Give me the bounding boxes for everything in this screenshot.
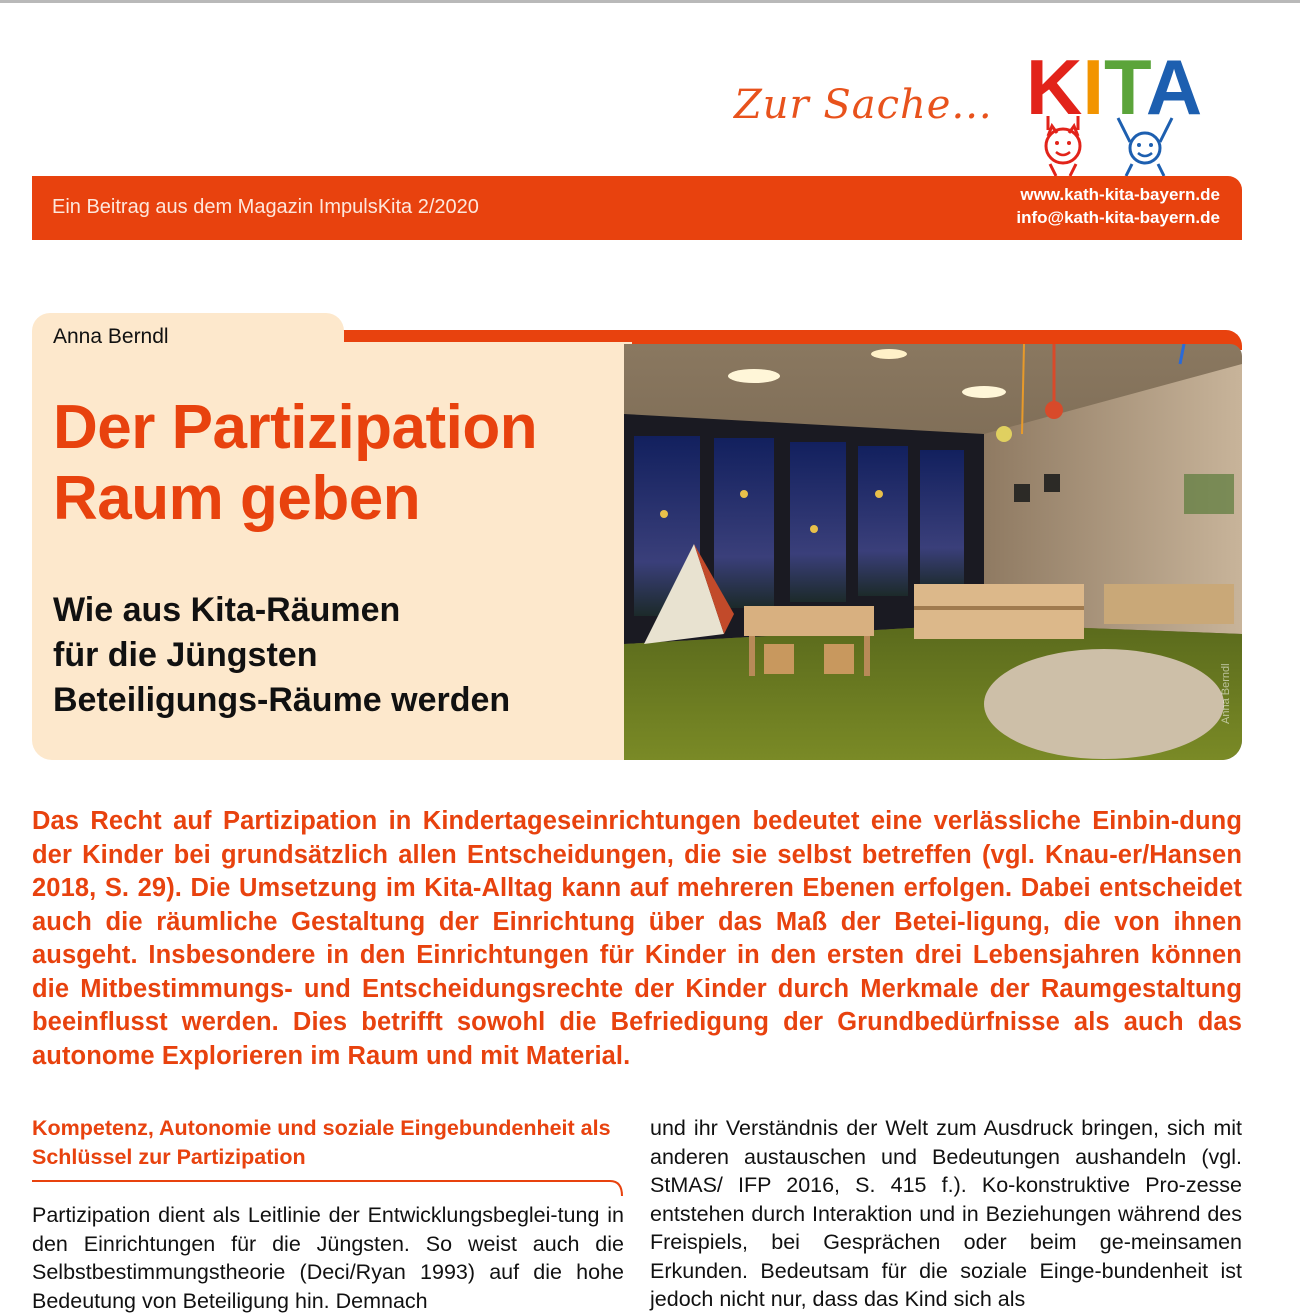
- banner-source-text: Ein Beitrag aus dem Magazin ImpulsKita 2/2020: [52, 196, 479, 218]
- right-column: [650, 1114, 1242, 1314]
- section-heading-rule: [32, 1178, 624, 1200]
- classroom-photo: [624, 344, 1242, 760]
- left-column: [32, 1114, 624, 1313]
- title-line-1: Der Partizipation: [53, 393, 538, 462]
- lead-paragraph: Das Recht auf Partizipation in Kindertageseinrichtungen bedeutet eine verlässliche Einbin-dung der Kinder bei grundsätzlich allen Entscheidungen, die sie selbst betreffen (vgl. Knau-er/Hansen 2018, S. 29). Die Umsetzung im Kita-Alltag kann auf mehreren Ebenen erfolgen. Dabei entscheidet auch die räumliche Gestaltung der Einrichtung über das Maß der Betei-ligung, die von ihnen ausgeht. Insbesondere in den Einrichtungen für Kinder in den ersten drei Lebensjahren können die Mitbestimmungs- und Entscheidungsrechte der Kinder durch Merkmale der Raumgestaltung beeinflusst werden. Dies betrifft sowohl die Befriedigung der Grundbedürfnisse als auch das autonome Explorieren im Raum und mit Material.: [32, 807, 1242, 1070]
- tagline: Zur Sache...: [734, 82, 993, 128]
- title-line-2: Raum geben: [53, 464, 421, 533]
- website-link[interactable]: www.kath-kita-bayern.de: [1020, 185, 1220, 204]
- classroom-photo-illustration: [624, 344, 1242, 760]
- kita-logo-text: KITA: [1026, 43, 1203, 131]
- section-heading: Kompetenz, Autonomie und soziale Eingebundenheit als Schlüssel zur Partizipation: [32, 1116, 611, 1169]
- photo-credit: Anna Berndl: [1220, 663, 1232, 724]
- left-column-text: Partizipation dient als Leitlinie der Entwicklungsbeglei-tung in den Einrichtungen für die Jüngsten. So weist auch die Selbstbestimmungstheorie (Deci/Ryan 1993) auf die hohe Bedeutung von Beteiligung hin. Demnach: [32, 1203, 624, 1313]
- email-link[interactable]: info@kath-kita-bayern.de: [1016, 208, 1220, 227]
- right-column-text: und ihr Verständnis der Welt zum Ausdruck bringen, sich mit anderen austauschen und Bedeutungen aushandeln (vgl. StMAS/ IFP 2016, S. 415 f.). Ko-konstruktive Pro-zesse entstehen durch Interaktion und in Beziehungen während des Freispiels, bei Gesprächen oder beim ge-meinsamen Erkunden. Bedeutsam für die soziale Einge-bundenheit ist jedoch nicht nur, dass das Kind sich als: [650, 1116, 1242, 1311]
- kita-children-figures-icon: [1026, 108, 1196, 178]
- subtitle-line-3: Beteiligungs-Räume werden: [53, 681, 511, 719]
- article-subtitle: [53, 588, 510, 723]
- subtitle-line-2: für die Jüngsten: [53, 636, 318, 674]
- subtitle-line-1: Wie aus Kita-Räumen: [53, 591, 401, 629]
- article-title: [53, 392, 537, 534]
- kita-logo: [1026, 43, 1203, 178]
- header-banner: [32, 176, 1242, 240]
- top-border: [0, 0, 1300, 3]
- author-name: Anna Berndl: [53, 325, 169, 348]
- banner-links: [1016, 183, 1220, 229]
